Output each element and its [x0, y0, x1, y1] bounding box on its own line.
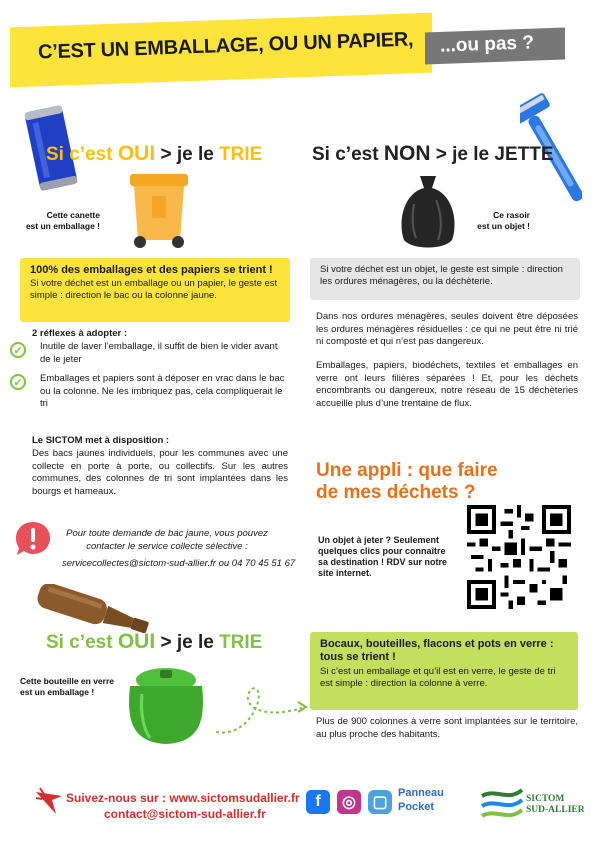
can-caption: Cette canette est un emballage !	[25, 210, 100, 231]
yellow-bin-illustration	[128, 172, 190, 250]
gray-info-box: Si votre déchet est un objet, le geste est simple : direction les ordures ménagères, ou la déchèterie.	[310, 258, 580, 300]
sictom-text: Des bacs jaunes individuels, pour les communes avec une collecte en porte à porte, ou collectifs. Sur les autres communes, des colonnes de tri sont implantées dans les bourgs et hameaux.	[32, 448, 288, 497]
reflex-2: Emballages et papiers sont à déposer en vrac dans le bac ou la colonne. Ne les imbriquez pas, cela compliquerait le tri	[40, 373, 285, 409]
glass-bin-illustration	[120, 664, 212, 748]
app-text: Un objet à jeter ? Seulement quelques clics pour connaître sa destination ! RDV sur notre site internet.	[318, 535, 448, 578]
footer-follow[interactable]: Suivez-nous sur : www.sictomsudallier.fr	[66, 791, 300, 805]
facebook-icon[interactable]: f	[306, 790, 330, 814]
title-pill-text: ...ou pas ?	[439, 32, 535, 57]
reflexes-title: 2 réflexes à adopter :	[32, 328, 128, 339]
check-icon: ✓	[10, 342, 26, 358]
yellow-box-text: Si votre déchet est un emballage ou un papier, le geste est simple : direction le bac ou la colonne jaune.	[30, 278, 278, 301]
check-icon: ✓	[10, 374, 26, 390]
contact-text: Pour toute demande de bac jaune, vous pouvez contacter le service collecte sélective :	[66, 528, 268, 552]
cursor-icon	[34, 786, 64, 816]
footer-contact[interactable]: contact@sictom-sud-allier.fr	[104, 807, 266, 821]
glass-paragraph: Plus de 900 colonnes à verre sont implantées sur le territoire, au plus proche des habitants.	[316, 716, 578, 740]
yellow-box-heading: 100% des emballages et des papiers se trient !	[30, 264, 273, 276]
no-paragraph-1: Dans nos ordures ménagères, seules doivent être déposées les ordures ménagères résiduelles : ce qui ne peut être ni trié ni composté et qui n’est pas dangereux.	[316, 311, 578, 347]
qr-code[interactable]	[466, 505, 572, 609]
sictom-logo-icon	[478, 780, 524, 826]
page-title: C’EST UN EMBALLAGE, OU UN PAPIER,	[37, 28, 414, 64]
green-box-text: Si c’est un emballage et qu’il est en verre, le geste de tri est simple : direction la colonne à verre.	[320, 666, 556, 689]
app-headline: Une appli : que faire de mes déchets ?	[316, 460, 498, 503]
arrow-icon	[214, 676, 310, 736]
green-box-heading: Bocaux, bouteilles, flacons et pots en verre : tous se trient !	[320, 638, 554, 663]
sictom-title: Le SICTOM met à disposition :	[32, 435, 170, 446]
contact-line[interactable]: servicecollectes@sictom-sud-allier.fr ou 04 70 45 51 67	[62, 558, 296, 569]
reflex-1: Inutile de laver l’emballage, il suffit de bien le vider avant de le jeter	[40, 341, 278, 365]
sictom-logo-text: SICTOM SUD-ALLIER	[526, 794, 585, 815]
headline-glass: Si c’est OUI > je le TRIE	[46, 630, 263, 653]
razor-caption: Ce rasoir est un objet !	[477, 210, 530, 231]
alert-icon	[14, 520, 52, 558]
trash-bag-illustration	[396, 174, 460, 250]
panneau-pocket-label[interactable]: Panneau Pocket	[398, 787, 444, 813]
green-info-box	[310, 632, 578, 710]
no-paragraph-2: Emballages, papiers, biodéchets, textiles et emballages en verre ont leurs filières séparées ! Et, pour les déchets encombrants ou dangereux, notre réseau de 15 déchèteries accueille plus d’une trentaine de flux.	[316, 360, 578, 409]
panneau-pocket-icon[interactable]: ▢	[368, 790, 392, 814]
bottle-caption: Cette bouteille en verre est un emballage !	[20, 676, 115, 697]
headline-no: Si c’est NON > je le JETTE	[312, 142, 554, 165]
headline-yes: Si c’est OUI > je le TRIE	[46, 142, 263, 165]
instagram-icon[interactable]: ◎	[337, 790, 361, 814]
yellow-info-box	[20, 258, 290, 322]
